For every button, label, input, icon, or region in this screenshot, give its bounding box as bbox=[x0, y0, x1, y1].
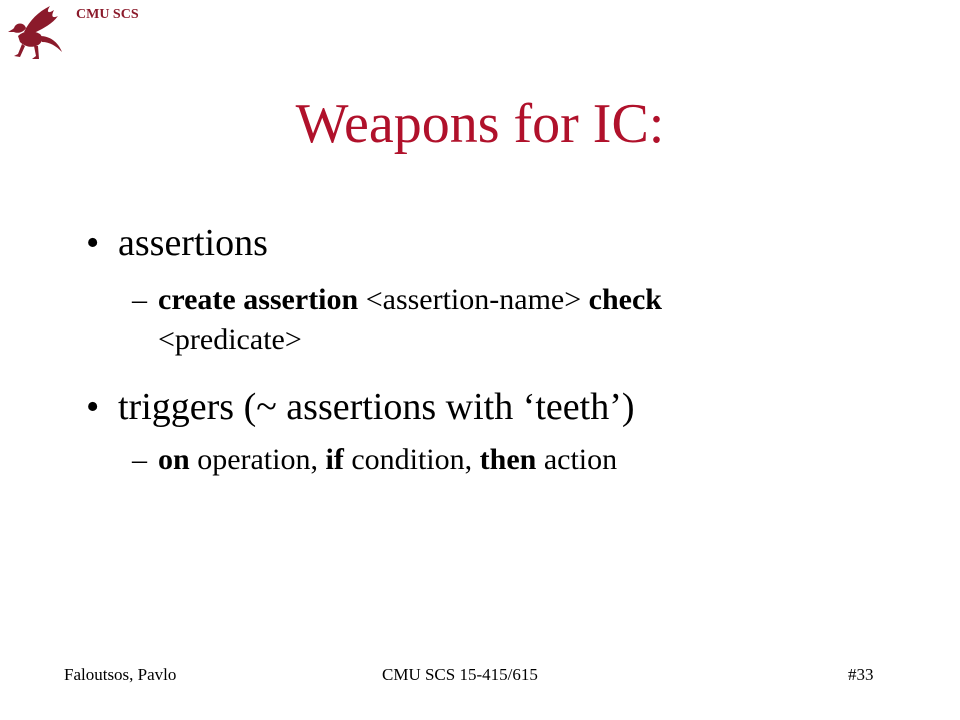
header-label: CMU SCS bbox=[76, 7, 139, 22]
sub-bullet-text bbox=[132, 440, 812, 480]
footer-course: CMU SCS 15-415/615 bbox=[382, 665, 538, 684]
griffin-logo-icon bbox=[4, 2, 68, 62]
bullet-marker: • bbox=[86, 222, 100, 264]
sub-bullet-create-assertion bbox=[132, 280, 812, 360]
placeholder-predicate: <predicate> bbox=[158, 323, 302, 356]
text-action: action bbox=[536, 443, 618, 476]
bullet-triggers bbox=[86, 388, 635, 426]
keyword-create-assertion: create assertion bbox=[158, 283, 359, 316]
sub-bullet-dash: – bbox=[132, 283, 147, 316]
keyword-check: check bbox=[588, 283, 662, 316]
footer-authors: Faloutsos, Pavlo bbox=[64, 665, 177, 684]
sub-bullet-text bbox=[132, 280, 812, 360]
keyword-then: then bbox=[479, 443, 537, 476]
sub-bullet-on-if-then bbox=[132, 440, 812, 480]
footer-slide-number: #33 bbox=[848, 665, 874, 684]
bullet-text: triggers (~ assertions with ‘teeth’) bbox=[118, 386, 635, 428]
keyword-if: if bbox=[325, 443, 344, 476]
sub-bullet-dash: – bbox=[132, 443, 147, 476]
placeholder-assertion-name: <assertion-name> bbox=[358, 283, 589, 316]
text-condition: condition, bbox=[343, 443, 480, 476]
slide-title: Weapons for IC: bbox=[295, 93, 665, 155]
text-operation: operation, bbox=[189, 443, 326, 476]
bullet-assertions bbox=[86, 224, 268, 262]
bullet-marker: • bbox=[86, 386, 100, 428]
keyword-on: on bbox=[158, 443, 190, 476]
bullet-text: assertions bbox=[118, 222, 268, 264]
